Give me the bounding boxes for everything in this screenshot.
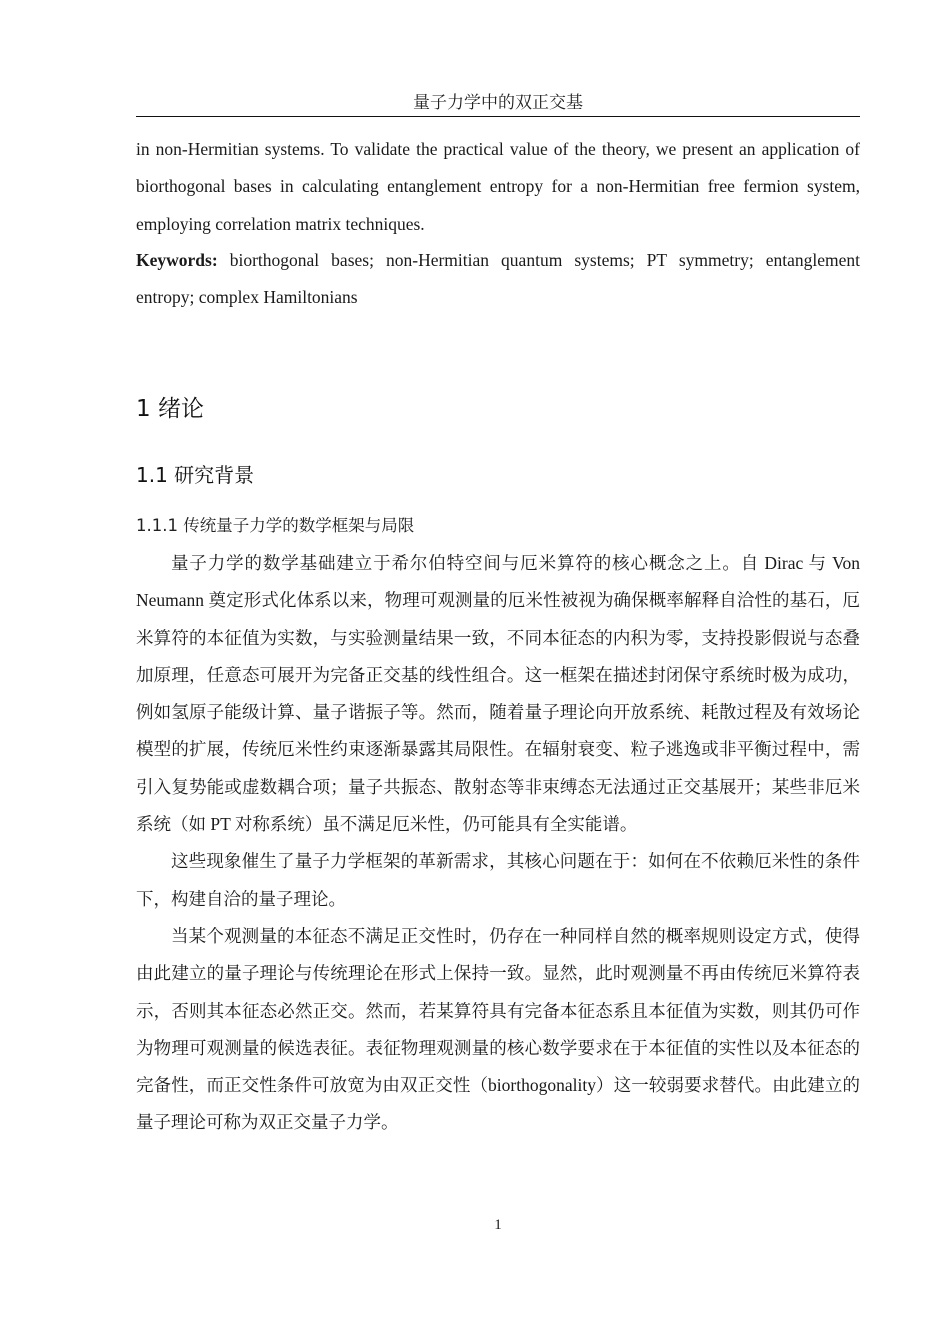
page-number: 1	[494, 1217, 502, 1233]
running-header: 量子力学中的双正交基	[413, 93, 583, 112]
chapter-heading: 1 绪论	[136, 396, 204, 422]
keywords-label: Keywords:	[136, 250, 218, 270]
body-text	[136, 545, 860, 1142]
keywords-text: biorthogonal bases; non-Hermitian quantum systems; PT symmetry; entanglement entropy; complex Hamiltonians	[136, 250, 860, 308]
section-heading: 1.1 研究背景	[136, 463, 255, 487]
header-rule	[136, 116, 860, 117]
abstract-continuation: in non-Hermitian systems. To validate the practical value of the theory, we present an application of biorthogonal bases in calculating entanglement entropy for a non-Hermitian free fermion system, employing correlation matrix techniques.	[136, 139, 860, 234]
subsection-heading: 1.1.1 传统量子力学的数学框架与局限	[136, 516, 415, 535]
keywords-line	[136, 242, 860, 317]
paragraph: 这些现象催生了量子力学框架的革新需求，其核心问题在于：如何在不依赖厄米性的条件下，构建自洽的量子理论。	[136, 851, 860, 909]
paragraph: 量子力学的数学基础建立于希尔伯特空间与厄米算符的核心概念之上。自 Dirac 与 Von Neumann 奠定形式化体系以来，物理可观测量的厄米性被视为确保概率解释自洽性的基石，厄米算符的本征值为实数，与实验测量结果一致，不同本征态的内积为零，支持投影假说与态叠加原理，任意态可展开为完备正交基的线性组合。这一框架在描述封闭保守系统时极为成功，例如氢原子能级计算、量子谐振子等。然而，随着量子理论向开放系统、耗散过程及有效场论模型的扩展，传统厄米性约束逐渐暴露其局限性。在辐射衰变、粒子逃逸或非平衡过程中，需引入复势能或虚数耦合项；量子共振态、散射态等非束缚态无法通过正交基展开；某些非厄米系统（如 PT 对称系统）虽不满足厄米性，仍可能具有全实能谱。	[136, 553, 860, 835]
paragraph: 当某个观测量的本征态不满足正交性时，仍存在一种同样自然的概率规则设定方式，使得由此建立的量子理论与传统理论在形式上保持一致。显然，此时观测量不再由传统厄米算符表示，否则其本征态必然正交。然而，若某算符具有完备本征态系且本征值为实数，则其仍可作为物理可观测量的候选表征。表征物理观测量的核心数学要求在于本征值的实性以及本征态的完备性，而正交性条件可放宽为由双正交性（biorthogonality）这一较弱要求替代。由此建立的量子理论可称为双正交量子力学。	[136, 925, 860, 1133]
